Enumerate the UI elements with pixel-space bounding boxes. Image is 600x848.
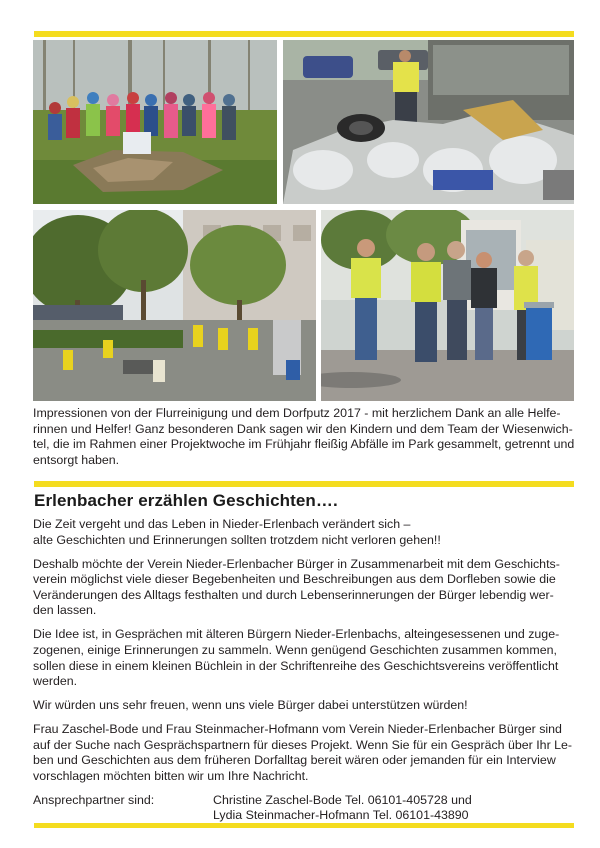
article-body (33, 517, 579, 824)
paragraph-line: Veränderungen des Alltags festhalten und durch Lebenserinnerungen der Bürger lebendig wer- (33, 587, 554, 602)
article-paragraph (33, 557, 579, 619)
paragraph-line: Deshalb möchte der Verein Nieder-Erlenbacher Bürger in Zusammenarbeit mit dem Geschichts- (33, 556, 560, 571)
bottom-yellow-rule (34, 823, 574, 828)
article-title: Erlenbacher erzählen Geschichten…. (34, 491, 338, 510)
middle-yellow-rule (34, 481, 574, 487)
paragraph-line: Wir würden uns sehr freuen, wenn uns viele Bürger dabei unterstützen würden! (33, 698, 468, 713)
contact-line: Christine Zaschel-Bode Tel. 06101-405728 und (213, 792, 472, 807)
caption-line: Impressionen von der Flurreinigung und dem Dorfputz 2017 - mit herzlichem Dank an alle Helfe- (33, 406, 561, 420)
paragraph-line: auf der Suche nach Gesprächspartnern für dieses Projekt. Wenn Sie für ein Gespräch über Ihr Le- (33, 737, 573, 752)
paragraph-line: sollen diese in einem kleinen Büchlein in der Schriftenreihe des Geschichtsvereins veröffentlicht (33, 658, 559, 673)
paragraph-line: den lassen. (33, 603, 97, 618)
contact-label: Ansprechpartner sind: (33, 792, 155, 807)
trash-pile-photo (283, 40, 574, 204)
paragraph-line: werden. (33, 674, 78, 689)
paragraph-line: ben und Geschichten aus dem früheren Dorfalltag bereit wären oder jemanden für ein Interview (33, 753, 556, 768)
article-paragraph (33, 627, 579, 689)
contact-block (33, 793, 579, 824)
article-paragraph (33, 517, 579, 548)
photo-caption (33, 406, 577, 468)
park-cleanup-photo (33, 210, 316, 401)
top-yellow-rule (34, 31, 574, 37)
article-paragraph (33, 698, 579, 714)
paragraph-line: Die Idee ist, in Gesprächen mit älteren Bürgern Nieder-Erlenbachs, alteingesessenen und zuge- (33, 627, 560, 642)
caption-line: rinnen und Helfer! Ganz besonderen Dank sagen wir den Kindern und dem Team der Wiesenwich- (33, 421, 573, 436)
paragraph-line: Die Zeit vergeht und das Leben in Nieder-Erlenbach verändert sich – (33, 517, 411, 531)
helpers-group-photo (321, 210, 574, 401)
paragraph-line: vorschlagen möchten bitten wir um Ihre Nachricht. (33, 768, 309, 783)
kids-cleanup-photo (33, 40, 277, 204)
contact-line: Lydia Steinmacher-Hofmann Tel. 06101-43890 (213, 808, 469, 823)
contact-names (213, 793, 579, 824)
paragraph-line: zogenen, einige Erinnerungen zu sammeln. Wenn genügend Geschichten zusammen kommen, (33, 642, 557, 657)
caption-line: tel, die im Rahmen einer Projektwoche im Frühjahr fleißig Abfälle im Park gesammelt, getrennt und (33, 437, 575, 452)
paragraph-line: Frau Zaschel-Bode und Frau Steinmacher-Hofmann vom Verein Nieder-Erlenbacher Bürger sind (33, 722, 562, 737)
caption-line: entsorgt haben. (33, 452, 120, 467)
article-paragraph (33, 722, 579, 784)
paragraph-line: alte Geschichten und Erinnerungen sollten trotzdem nicht verloren gehen!! (33, 532, 441, 547)
paragraph-line: verein möglichst viele dieser Begebenheiten und Beschreibungen aus dem Dorfleben sowie die (33, 572, 556, 587)
